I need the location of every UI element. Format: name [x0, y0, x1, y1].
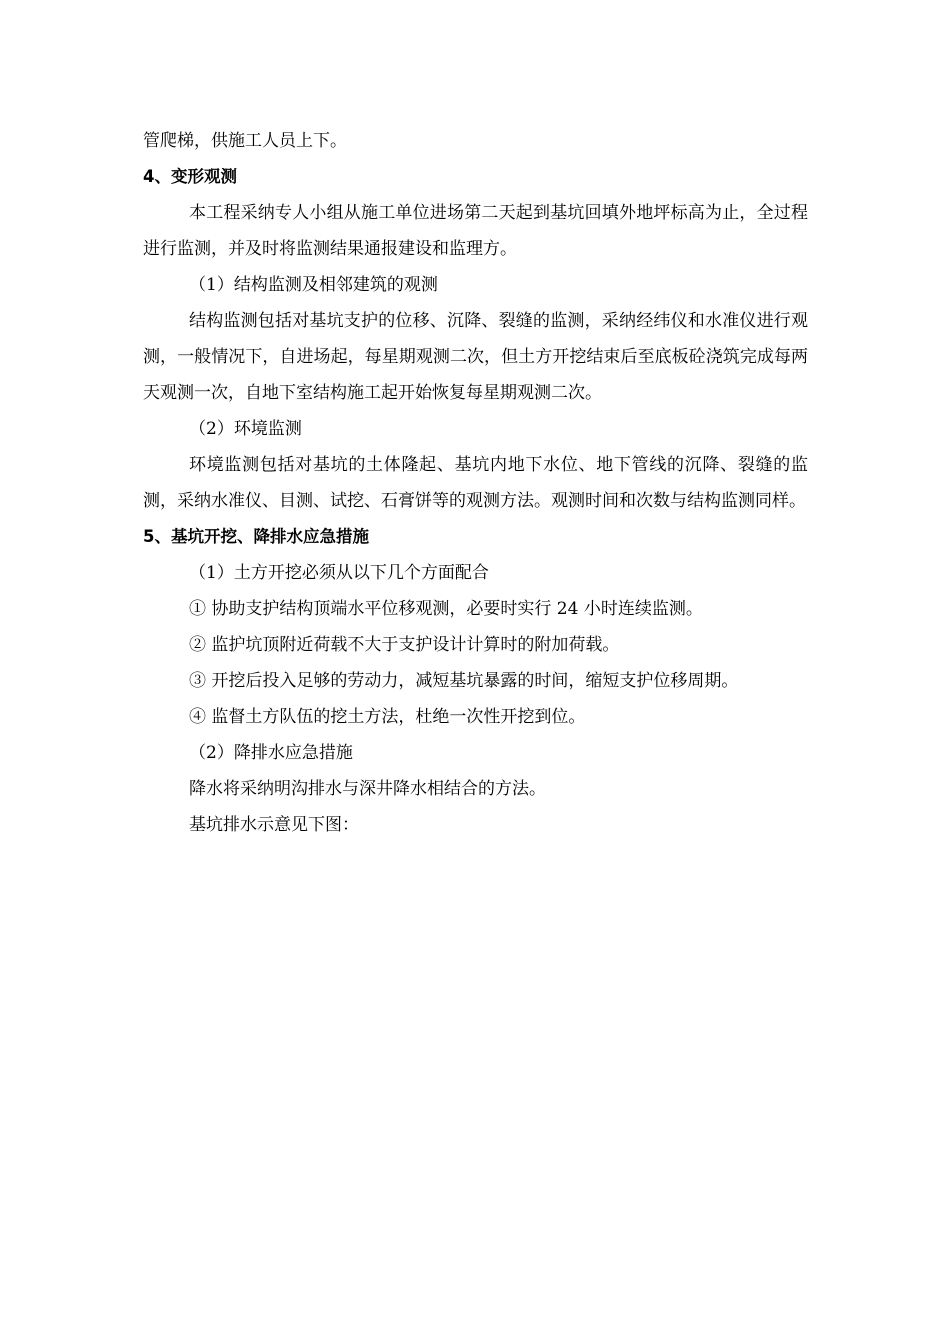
list-item-3: ③ 开挖后投入足够的劳动力，减短基坑暴露的时间，缩短支护位移周期。 [189, 671, 739, 691]
continued-line: 管爬梯，供施工人员上下。 [143, 131, 347, 151]
section-5-sub2-body: 降水将采纳明沟排水与深井降水相结合的方法。 [189, 779, 546, 799]
section-4-sub2-body: 环境监测包括对基坑的土体隆起、基坑内地下水位、地下管线的沉降、裂缝的监测，采纳水准仪、目测、试挖、石膏饼等的观测方法。观测时间和次数与结构监测同样。 [143, 455, 808, 511]
diagram-reference: 基坑排水示意见下图： [189, 815, 359, 835]
section-5-heading: 5、基坑开挖、降排水应急措施 [143, 527, 369, 546]
list-item-4: ④ 监督土方队伍的挖土方法，杜绝一次性开挖到位。 [189, 707, 586, 727]
section-4-heading: 4、变形观测 [143, 167, 237, 186]
section-4-sub1-title: （1）结构监测及相邻建筑的观测 [189, 275, 438, 295]
section-4-sub2-title: （2）环境监测 [189, 419, 302, 439]
section-5-sub2-title: （2）降排水应急措施 [189, 743, 353, 763]
document-body [143, 123, 808, 843]
section-4-intro: 本工程采纳专人小组从施工单位进场第二天起到基坑回填外地坪标高为止，全过程进行监测，并及时将监测结果通报建设和监理方。 [143, 203, 808, 259]
section-4-sub1-body: 结构监测包括对基坑支护的位移、沉降、裂缝的监测，采纳经纬仪和水准仪进行观测，一般情况下，自进场起，每星期观测二次，但土方开挖结束后至底板砼浇筑完成每两天观测一次，自地下室结构施工起开始恢复每星期观测二次。 [143, 311, 808, 403]
section-5-sub1-title: （1）土方开挖必须从以下几个方面配合 [189, 563, 489, 583]
list-item-1: ① 协助支护结构顶端水平位移观测，必要时实行 24 小时连续监测。 [189, 599, 703, 619]
list-item-2: ② 监护坑顶附近荷载不大于支护设计计算时的附加荷载。 [189, 635, 620, 655]
